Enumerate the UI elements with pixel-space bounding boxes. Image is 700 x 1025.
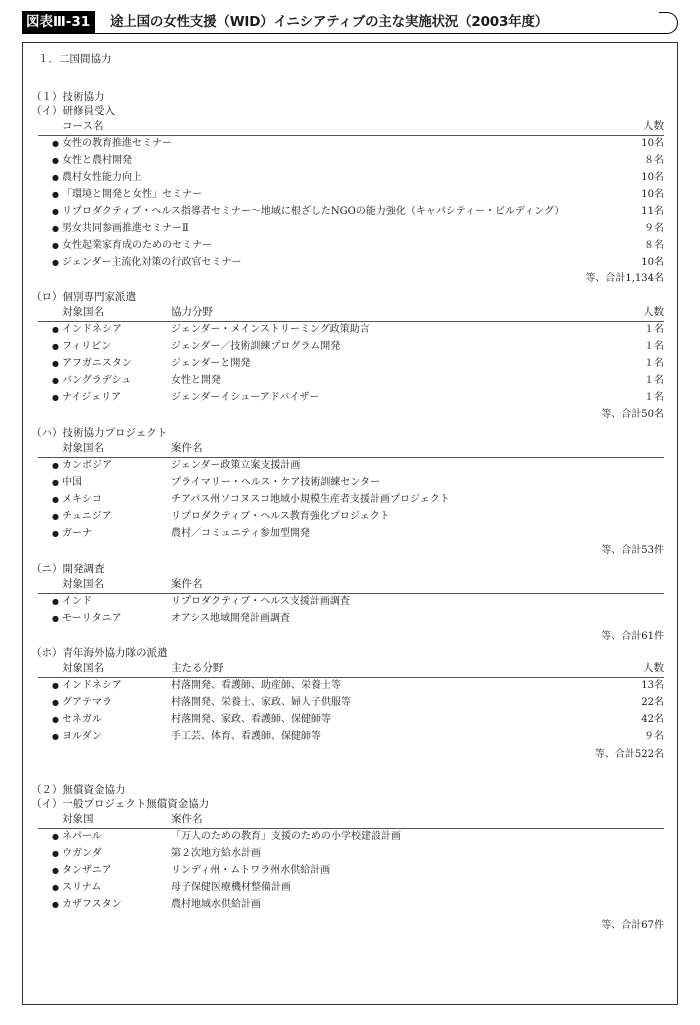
bullet-icon: ● — [52, 173, 59, 182]
table-row — [38, 593, 664, 610]
table-row — [38, 711, 664, 728]
volunteers-table — [38, 660, 664, 762]
grants-total: 等、合計67件 — [601, 920, 664, 931]
col-field: 主たる分野 — [171, 662, 224, 674]
country-name: フィリピン — [62, 341, 112, 352]
table-row — [38, 694, 664, 711]
cooperation-field: ジェンダー／技術訓練プログラム開発 — [171, 341, 341, 352]
grants-title: （イ）一般プロジェクト無償資金協力 — [31, 798, 210, 810]
table-row — [38, 525, 664, 542]
col-country: 対象国 — [62, 813, 94, 825]
cooperation-field: ジェンダーイシューアドバイザー — [171, 392, 320, 403]
course-name: 女性と農村開発 — [62, 155, 132, 166]
col-country: 対象国名 — [62, 578, 104, 590]
section-title-bilateral: １．二国間協力 — [38, 53, 112, 65]
expert-count: １名 — [644, 341, 664, 352]
bullet-icon: ● — [52, 495, 59, 504]
course-name: 女性起業家育成のためのセミナー — [62, 240, 212, 251]
table-row — [38, 879, 664, 896]
figure-tag: 図表Ⅲ-31 — [22, 11, 95, 33]
bullet-icon: ● — [52, 359, 59, 368]
figure-title: 途上国の女性支援（WID）イニシアティブの主な実施状況（2003年度） — [110, 14, 549, 30]
grant-project-name: リンディ州・ムトワラ州水供給計画 — [171, 865, 331, 876]
volunteers-header-row — [38, 660, 664, 678]
bullet-icon: ● — [52, 190, 59, 199]
table-row — [38, 338, 664, 355]
country-name: バングラデシュ — [62, 375, 132, 386]
experts-total: 等、合計50名 — [601, 409, 664, 420]
trainee-count: ９名 — [644, 223, 664, 234]
table-row — [38, 203, 664, 220]
country-name: ナイジェリア — [62, 392, 122, 403]
country-name: インドネシア — [62, 680, 122, 691]
volunteers-total: 等、合計522名 — [594, 749, 664, 760]
project-name: 農村／コミュニティ参加型開発 — [171, 528, 310, 539]
projects-header-row — [38, 440, 664, 458]
volunteer-count: 22名 — [641, 697, 664, 708]
main-field: 村落開発、栄養士、家政、婦人子供服等 — [171, 697, 351, 708]
trainee-count: ８名 — [644, 155, 664, 166]
country-name: カザフスタン — [62, 899, 122, 910]
project-name: チアパス州ソコヌスコ地域小規模生産者支援計画プロジェクト — [171, 494, 450, 505]
bullet-icon: ● — [52, 832, 59, 841]
country-name: インド — [62, 596, 92, 607]
bullet-icon: ● — [52, 681, 59, 690]
col-count: 人数 — [643, 306, 664, 318]
course-name: 「環境と開発と女性」セミナー — [62, 189, 202, 200]
header-underline — [22, 33, 662, 34]
table-row — [38, 896, 664, 913]
expert-count: １名 — [644, 392, 664, 403]
col-case: 案件名 — [171, 813, 203, 825]
col-count: 人数 — [643, 662, 664, 674]
grant-project-name: 「万人のための教育」支援のための小学校建設計画 — [171, 831, 401, 842]
table-row — [38, 321, 664, 338]
surveys-total: 等、合計61件 — [601, 631, 664, 642]
projects-title: （ハ）技術協力プロジェクト — [31, 427, 168, 439]
country-name: ヨルダン — [62, 731, 102, 742]
table-row — [38, 508, 664, 525]
bullet-icon: ● — [52, 715, 59, 724]
table-row — [38, 491, 664, 508]
surveys-table — [38, 576, 664, 644]
country-name: 中国 — [62, 477, 82, 488]
experts-table — [38, 304, 664, 422]
volunteer-count: 13名 — [641, 680, 664, 691]
col-count: 人数 — [643, 120, 664, 132]
table-row — [38, 237, 664, 254]
table-row — [38, 389, 664, 406]
bullet-icon: ● — [52, 207, 59, 216]
table-row — [38, 677, 664, 694]
country-name: ガーナ — [62, 528, 92, 539]
project-name: プライマリー・ヘルス・ケア技術訓練センター — [171, 477, 380, 488]
project-name: リプロダクティブ・ヘルス教育強化プロジェクト — [171, 511, 390, 522]
bullet-icon: ● — [52, 224, 59, 233]
main-field: 手工芸、体育、看護師、保健師等 — [171, 731, 321, 742]
table-row — [38, 828, 664, 845]
country-name: ネパール — [62, 831, 102, 842]
bullet-icon: ● — [52, 866, 59, 875]
table-row — [38, 845, 664, 862]
bullet-icon: ● — [52, 614, 59, 623]
country-name: グアテマラ — [62, 697, 112, 708]
course-name: リプロダクティブ・ヘルス指導者セミナー～地域に根ざしたNGOの能力強化（キャパシティー・ビルディング） — [62, 206, 565, 217]
bullet-icon: ● — [52, 529, 59, 538]
surveys-header-row — [38, 576, 664, 594]
bullet-icon: ● — [52, 732, 59, 741]
header-end-cap — [659, 12, 678, 34]
bullet-icon: ● — [52, 900, 59, 909]
bullet-icon: ● — [52, 512, 59, 521]
country-name: アフガニスタン — [62, 358, 132, 369]
volunteers-title: （ホ）青年海外協力隊の派遣 — [31, 647, 168, 659]
country-name: チュニジア — [62, 511, 112, 522]
col-course-name: コース名 — [62, 120, 104, 132]
table-row — [38, 152, 664, 169]
grants-table — [38, 811, 664, 933]
bullet-icon: ● — [52, 139, 59, 148]
grants-header-row — [38, 811, 664, 829]
country-name: モーリタニア — [62, 613, 122, 624]
bullet-icon: ● — [52, 325, 59, 334]
subsection-title-technical: （１）技術協力 — [31, 91, 105, 103]
experts-header-row — [38, 304, 664, 322]
volunteer-count: 42名 — [641, 714, 664, 725]
trainee-count: ８名 — [644, 240, 664, 251]
country-name: ウガンダ — [62, 848, 102, 859]
subsection-title-grant: （２）無償資金協力 — [31, 784, 126, 796]
table-row — [38, 220, 664, 237]
table-row — [38, 457, 664, 474]
bullet-icon: ● — [52, 376, 59, 385]
bullet-icon: ● — [52, 478, 59, 487]
bullet-icon: ● — [52, 241, 59, 250]
bullet-icon: ● — [52, 461, 59, 470]
figure-header — [22, 10, 678, 34]
country-name: メキシコ — [62, 494, 102, 505]
country-name: カンボジア — [62, 460, 112, 471]
volunteer-count: ９名 — [644, 731, 664, 742]
grant-project-name: 第２次地方給水計画 — [171, 848, 261, 859]
trainee-count: 10名 — [641, 189, 664, 200]
survey-name: リプロダクティブ・ヘルス支援計画調査 — [171, 596, 350, 607]
trainee-count: 11名 — [641, 206, 664, 217]
col-country: 対象国名 — [62, 662, 104, 674]
trainees-total: 等、合計1,134名 — [585, 273, 664, 284]
table-row — [38, 135, 664, 152]
experts-title: （ロ）個別専門家派遣 — [31, 291, 136, 303]
trainees-table — [38, 118, 664, 290]
trainee-count: 10名 — [641, 172, 664, 183]
cooperation-field: 女性と開発 — [171, 375, 221, 386]
project-name: ジェンダー政策立案支援計画 — [171, 460, 301, 471]
country-name: セネガル — [62, 714, 102, 725]
col-country: 対象国名 — [62, 442, 104, 454]
bullet-icon: ● — [52, 393, 59, 402]
surveys-title: （ニ）開発調査 — [31, 563, 105, 575]
expert-count: １名 — [644, 375, 664, 386]
bullet-icon: ● — [52, 156, 59, 165]
course-name: ジェンダー主流化対策の行政官セミナー — [62, 257, 242, 268]
trainees-header-row — [38, 118, 664, 136]
expert-count: １名 — [644, 324, 664, 335]
bullet-icon: ● — [52, 342, 59, 351]
table-row — [38, 254, 664, 271]
col-country: 対象国名 — [62, 306, 104, 318]
main-field: 村落開発、家政、看護師、保健師等 — [171, 714, 331, 725]
table-row — [38, 169, 664, 186]
trainee-count: 10名 — [641, 138, 664, 149]
bullet-icon: ● — [52, 698, 59, 707]
country-name: インドネシア — [62, 324, 122, 335]
bullet-icon: ● — [52, 883, 59, 892]
cooperation-field: ジェンダー・メインストリーミング政策助言 — [171, 324, 370, 335]
table-row — [38, 474, 664, 491]
grant-project-name: 農村地域水供給計画 — [171, 899, 261, 910]
trainees-title: （イ）研修員受入 — [31, 105, 115, 117]
table-row — [38, 186, 664, 203]
country-name: タンザニア — [62, 865, 112, 876]
course-name: 農村女性能力向上 — [62, 172, 142, 183]
col-case: 案件名 — [171, 578, 203, 590]
table-row — [38, 355, 664, 372]
projects-table — [38, 440, 664, 558]
table-row — [38, 862, 664, 879]
bullet-icon: ● — [52, 849, 59, 858]
main-field: 村落開発、看護師、助産師、栄養士等 — [171, 680, 341, 691]
survey-name: オアシス地域開発計画調査 — [171, 613, 290, 624]
col-field: 協力分野 — [171, 306, 213, 318]
cooperation-field: ジェンダーと開発 — [171, 358, 251, 369]
country-name: スリナム — [62, 882, 102, 893]
col-case: 案件名 — [171, 442, 203, 454]
table-row — [38, 610, 664, 627]
course-name: 男女共同参画推進セミナーⅡ — [62, 223, 189, 234]
bullet-icon: ● — [52, 258, 59, 267]
table-row — [38, 728, 664, 745]
course-name: 女性の教育推進セミナー — [62, 138, 172, 149]
table-row — [38, 372, 664, 389]
grant-project-name: 母子保健医療機材整備計画 — [171, 882, 291, 893]
bullet-icon: ● — [52, 597, 59, 606]
trainee-count: 10名 — [641, 257, 664, 268]
expert-count: １名 — [644, 358, 664, 369]
projects-total: 等、合計53件 — [601, 545, 664, 556]
